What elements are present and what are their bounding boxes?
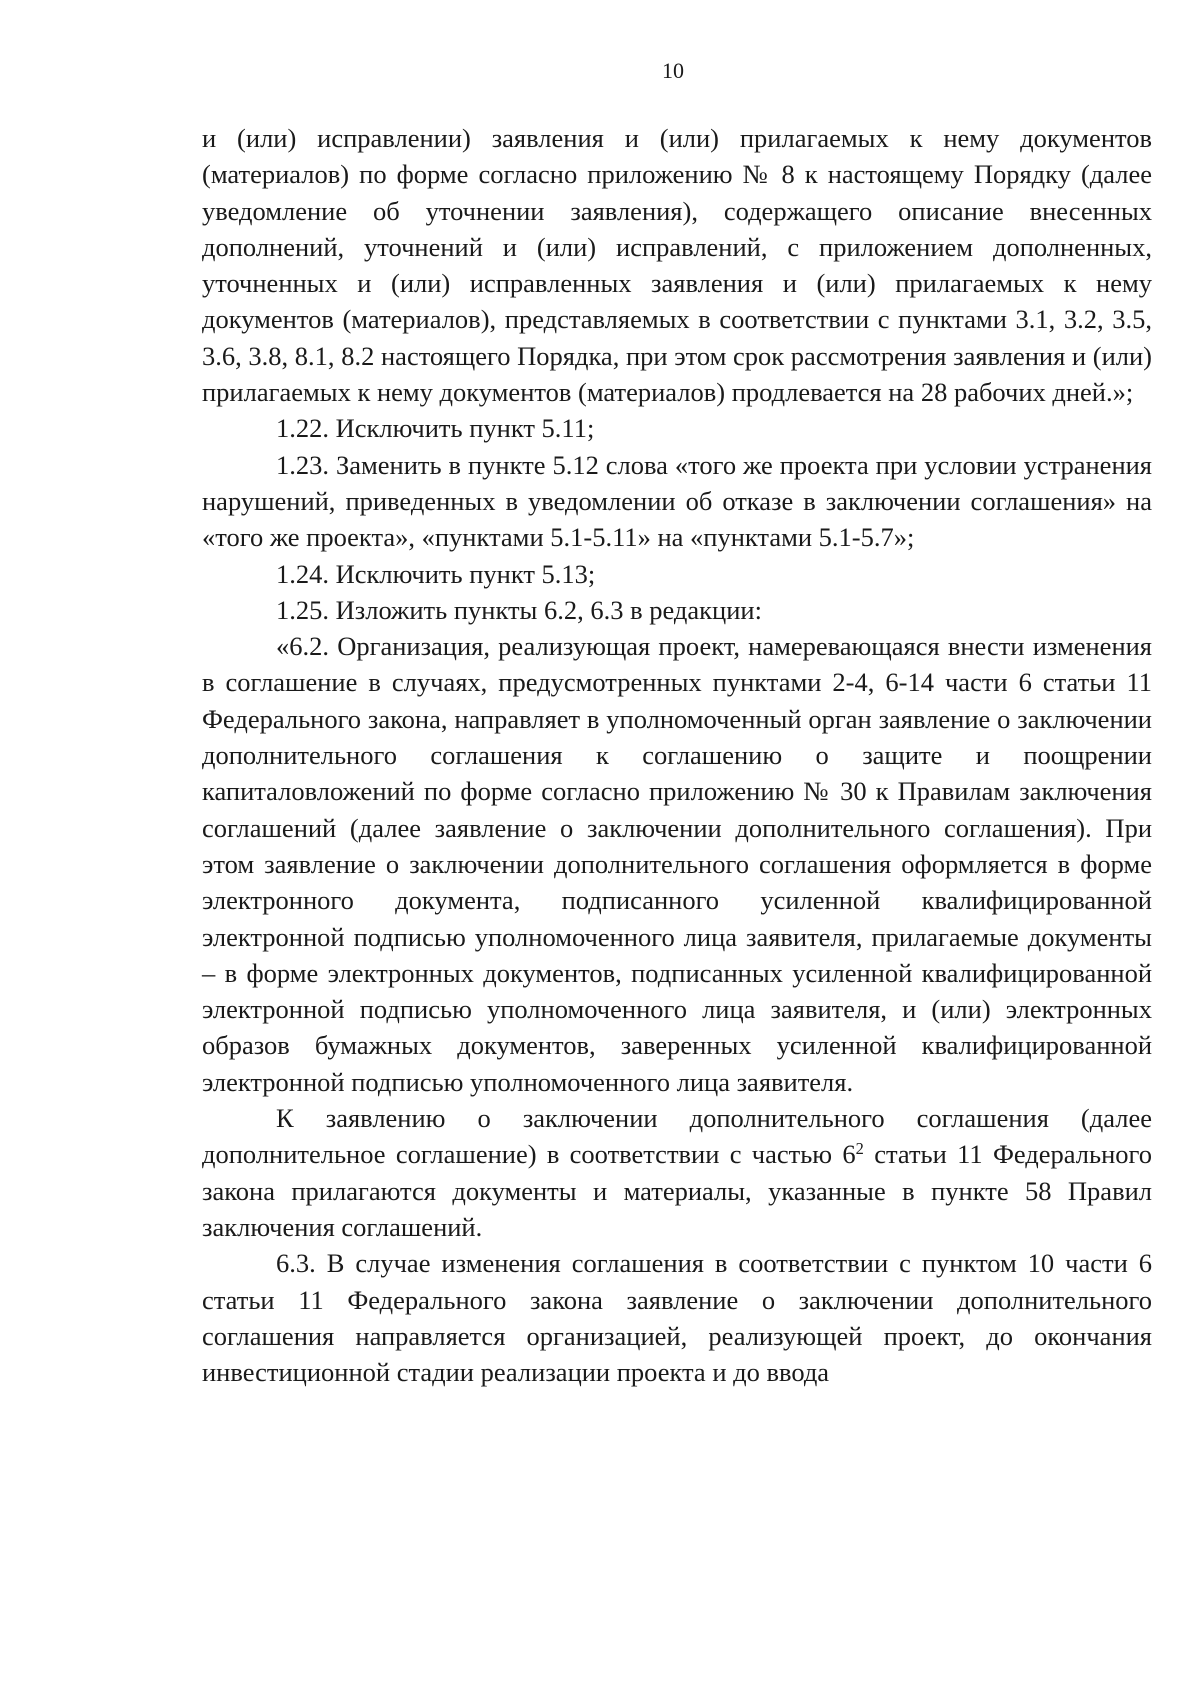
paragraph-continuation: и (или) исправлении) заявления и (или) прилагаемых к нему документов (материалов) по форме согласно приложению № 8 к настоящему Порядку (далее уведомление об уточнении заявления), содержащего описание внесенных дополнений, уточнений и (или) исправлений, с приложением дополненных, уточненных и (или) исправленных заявления и (или) прилагаемых к нему документов (материалов), представляемых в соответствии с пунктами 3.1, 3.2, 3.5, 3.6, 3.8, 8.1, 8.2 настоящего Порядка, при этом срок рассмотрения заявления и (или) прилагаемых к нему документов (материалов) продлевается на 28 рабочих дней.»; [202,123,1152,408]
paragraph-item-1-23: 1.23. Заменить в пункте 5.12 слова «того же проекта при условии устранения нарушений, приведенных в уведомлении об отказе в заключении соглашения» на «того же проекта», «пунктами 5.1-5.11» на «пунктами 5.1-5.7»; [202,449,1152,553]
paragraph-item-6-3: 6.3. В случае изменения соглашения в соответствии с пунктом 10 части 6 статьи 11 Федерального закона заявление о заключении дополнительного соглашения направляется организацией, реализующей проект, до окончания инвестиционной стадии реализации проекта и до ввода [202,1248,1152,1388]
attachments-text-after: статьи 11 Федерального закона прилагаются документы и материалы, указанные в пункте 58 Правил заключения соглашений. [202,1139,1152,1242]
part-superscript: 2 [855,1139,864,1159]
paragraph-item-1-22: 1.22. Исключить пункт 5.11; [276,413,595,444]
paragraph-item-1-25: 1.25. Изложить пункты 6.2, 6.3 в редакции: [276,594,762,625]
document-body [202,120,1152,1390]
paragraph-item-6-2: «6.2. Организация, реализующая проект, намеревающаяся внести изменения в соглашение в случаях, предусмотренных пунктами 2-4, 6-14 части 6 статьи 11 Федерального закона, направляет в уполномоченный орган заявление о заключении дополнительного соглашения к соглашению о защите и поощрении капиталовложений по форме согласно приложению № 30 к Правилам заключения соглашений (далее заявление о заключении дополнительного соглашения). При этом заявление о заключении дополнительного соглашения оформляется в форме электронного документа, подписанного усиленной квалифицированной электронной подписью уполномоченного лица заявителя, прилагаемые документы – в форме электронных документов, подписанных усиленной квалифицированной электронной подписью уполномоченного лица заявителя, и (или) электронных образов бумажных документов, заверенных усиленной квалифицированной электронной подписью уполномоченного лица заявителя. [202,631,1152,1097]
paragraph-item-1-24: 1.24. Исключить пункт 5.13; [276,558,596,589]
page-number: 10 [662,58,684,83]
attachments-text-before: К заявлению о заключении дополнительного соглашения (далее дополнительное соглашение) в соответствии с частью 6 [202,1103,1152,1170]
paragraph-item-6-2-attachments [202,1100,1152,1245]
